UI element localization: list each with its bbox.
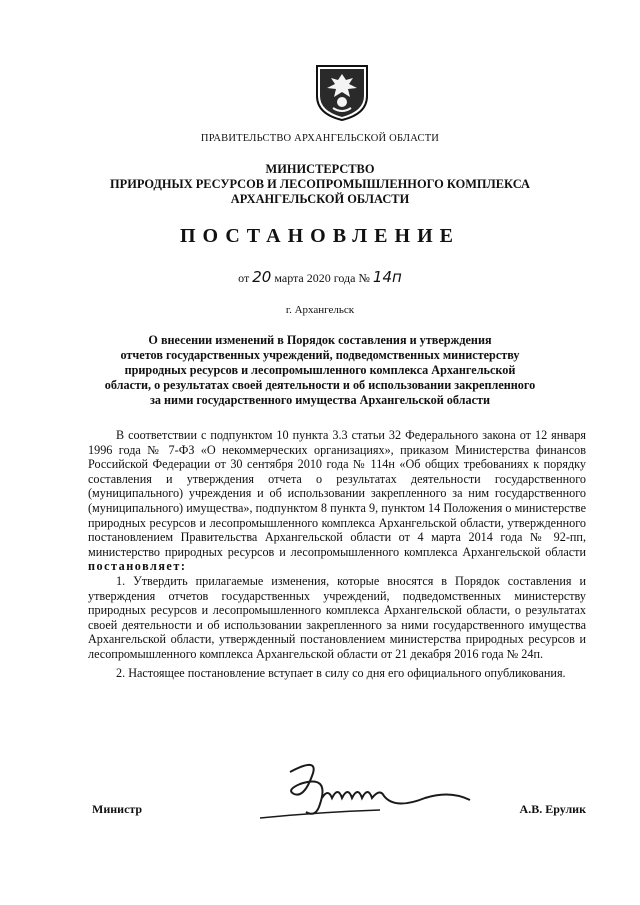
title-line: области, о результатах своей деятельности и об использовании закрепленного <box>104 378 536 392</box>
ministry-line: ПРИРОДНЫХ РЕСУРСОВ И ЛЕСОПРОМЫШЛЕННОГО КОМПЛЕКСА <box>110 177 530 191</box>
date-middle: марта 2020 года № <box>274 271 370 285</box>
signature-block <box>92 802 586 822</box>
ministry-name <box>100 162 540 207</box>
government-name: ПРАВИТЕЛЬСТВО АРХАНГЕЛЬСКОЙ ОБЛАСТИ <box>200 133 440 144</box>
ministry-line: АРХАНГЕЛЬСКОЙ ОБЛАСТИ <box>230 192 410 206</box>
title-line: О внесении изменений в Порядок составления и утверждения <box>148 333 492 347</box>
document-title <box>90 333 550 408</box>
title-line: за ними государственного имущества Архангельской области <box>149 393 491 407</box>
preamble-paragraph <box>88 428 586 574</box>
document-body <box>88 428 586 680</box>
decree-word: постановляет: <box>88 559 187 574</box>
signer-position: Министр <box>92 802 143 816</box>
item-1-paragraph: 1. Утвердить прилагаемые изменения, которые вносятся в Порядок составления и утверждения отчетов государственных учреждений, подведомственных министерству природных ресурсов и лесопромышленного комплекса Архангельской области, о результатах своей деятельности и об использовании закрепленного за ними государственного имущества Архангельской области, утвержденный постановлением министерства природных ресурсов и лесопромышленного комплекса Архангельской области от 21 декабря 2016 года № 24п. <box>88 573 586 661</box>
signer-name: А.В. Ерулик <box>519 802 586 816</box>
title-line: природных ресурсов и лесопромышленного комплекса Архангельской <box>124 363 516 377</box>
date-prefix: от <box>238 271 250 285</box>
preamble-text: В соответствии с подпунктом 10 пункта 3.3 статьи 32 Федерального закона от 12 января 1996 года № 7-ФЗ «О некоммерческих организациях», приказом Министерства финансов Российской Федерации от 30 сентября 2010 года № 114н «Об общих требованиях к порядку составления и утверждения отчета о результатах деятельности государственного (муниципального) учреждения и об использовании закрепленного за ним государственного (муниципального) имущества», подпунктом 8 пункта 9, пунктом 14 Положения о министерстве природных ресурсов и лесопромышленного комплекса Архангельской области, утвержденного постановлением Правительства Архангельской области от 4 марта 2014 года № 92-пп, министерство природных ресурсов и лесопромышленного комплекса Архангельской области <box>88 428 586 559</box>
date-line <box>0 268 640 286</box>
coat-of-arms-emblem <box>313 62 371 122</box>
ministry-line: МИНИСТЕРСТВО <box>265 162 375 176</box>
date-day-handwritten: 20 <box>252 268 272 286</box>
document-number-handwritten: 14п <box>372 268 402 286</box>
city: г. Архангельск <box>285 304 355 316</box>
handwritten-signature <box>260 754 480 834</box>
document-type: ПОСТАНОВЛЕНИЕ <box>180 225 460 247</box>
item-2-paragraph: 2. Настоящее постановление вступает в силу со дня его официального опубликования. <box>116 665 566 680</box>
title-line: отчетов государственных учреждений, подведомственных министерству <box>120 348 520 362</box>
